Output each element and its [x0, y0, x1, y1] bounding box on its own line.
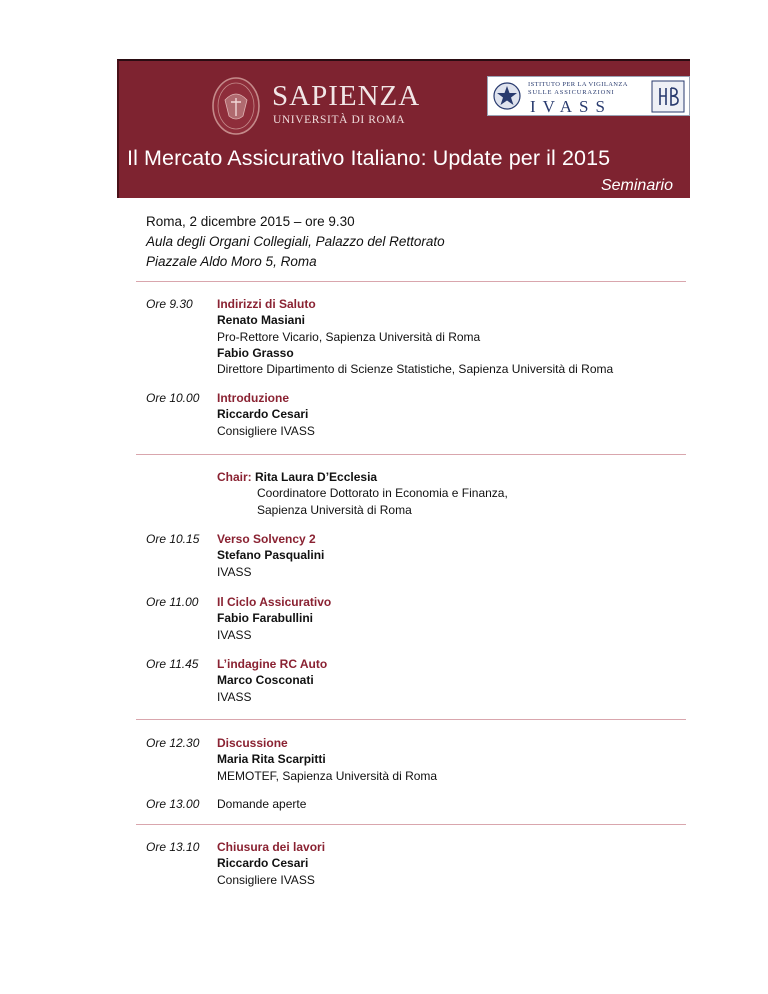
speaker-role: MEMOTEF, Sapienza Università di Roma — [217, 768, 438, 783]
session-title: Indirizzi di Saluto — [217, 297, 316, 311]
event-title: Il Mercato Assicurativo Italiano: Update per il 2015 — [127, 146, 611, 170]
sapienza-logo — [210, 74, 440, 138]
session-title: Discussione — [217, 736, 288, 750]
sapienza-crest-icon — [210, 74, 264, 138]
divider — [136, 454, 686, 455]
speaker-name: Stefano Pasqualini — [217, 548, 325, 563]
bank-monogram-icon — [651, 80, 685, 113]
sapienza-name: SAPIENZA — [272, 80, 421, 112]
session-time: Ore 11.45 — [146, 657, 199, 671]
event-address: Piazzale Aldo Moro 5, Roma — [146, 254, 317, 269]
session-time: Ore 11.00 — [146, 595, 199, 609]
chair-affiliation: Sapienza Università di Roma — [257, 502, 412, 517]
session-text: Domande aperte — [217, 797, 307, 811]
ivass-line-2: SULLE ASSICURAZIONI — [528, 89, 615, 96]
session-time: Ore 10.15 — [146, 532, 200, 546]
speaker-name: Riccardo Cesari — [217, 856, 309, 871]
session-title: Introduzione — [217, 391, 289, 405]
divider — [136, 719, 686, 720]
chair-label: Chair: — [217, 470, 252, 484]
ivass-line-1: ISTITUTO PER LA VIGILANZA — [528, 81, 628, 88]
session-title: Chiusura dei lavori — [217, 840, 326, 854]
speaker-role: Direttore Dipartimento di Scienze Statistiche, Sapienza Università di Roma — [217, 362, 614, 377]
speaker-name: Riccardo Cesari — [217, 407, 309, 422]
sapienza-subtitle: UNIVERSITÀ DI ROMA — [273, 114, 406, 126]
session-title: Verso Solvency 2 — [217, 532, 316, 546]
speaker-role: Consigliere IVASS — [217, 872, 315, 887]
session-time: Ore 13.10 — [146, 840, 200, 854]
event-details — [146, 212, 445, 272]
speaker-name: Renato Masiani — [217, 313, 306, 328]
divider — [136, 281, 686, 282]
session-time: Ore 10.00 — [146, 391, 200, 405]
speaker-name: Maria Rita Scarpitti — [217, 752, 326, 767]
event-venue: Aula degli Organi Collegiali, Palazzo del Rettorato — [146, 234, 445, 249]
session-title: L’indagine RC Auto — [217, 657, 328, 671]
ivass-logo — [487, 76, 690, 116]
header-banner — [117, 59, 690, 198]
session-time: Ore 12.30 — [146, 736, 200, 750]
session-time: Ore 9.30 — [146, 297, 193, 311]
chair-name: Rita Laura D’Ecclesia — [255, 470, 378, 484]
speaker-name: Fabio Farabullini — [217, 611, 314, 626]
speaker-name: Fabio Grasso — [217, 345, 294, 360]
speaker-role: IVASS — [217, 627, 252, 642]
session-time: Ore 13.00 — [146, 797, 200, 811]
speaker-role: Pro-Rettore Vicario, Sapienza Università di Roma — [217, 329, 481, 344]
session-title: Il Ciclo Assicurativo — [217, 595, 332, 609]
chair-role: Coordinatore Dottorato in Economia e Finanza, — [257, 486, 508, 501]
speaker-role: IVASS — [217, 564, 252, 579]
event-date: Roma, 2 dicembre 2015 – ore 9.30 — [146, 214, 355, 229]
italian-emblem-icon — [492, 80, 522, 113]
speaker-name: Marco Cosconati — [217, 673, 314, 688]
speaker-role: Consigliere IVASS — [217, 423, 315, 438]
ivass-wordmark: IVASS — [530, 97, 612, 116]
speaker-role: IVASS — [217, 689, 252, 704]
divider — [136, 824, 686, 825]
event-subtitle: Seminario — [600, 177, 673, 194]
